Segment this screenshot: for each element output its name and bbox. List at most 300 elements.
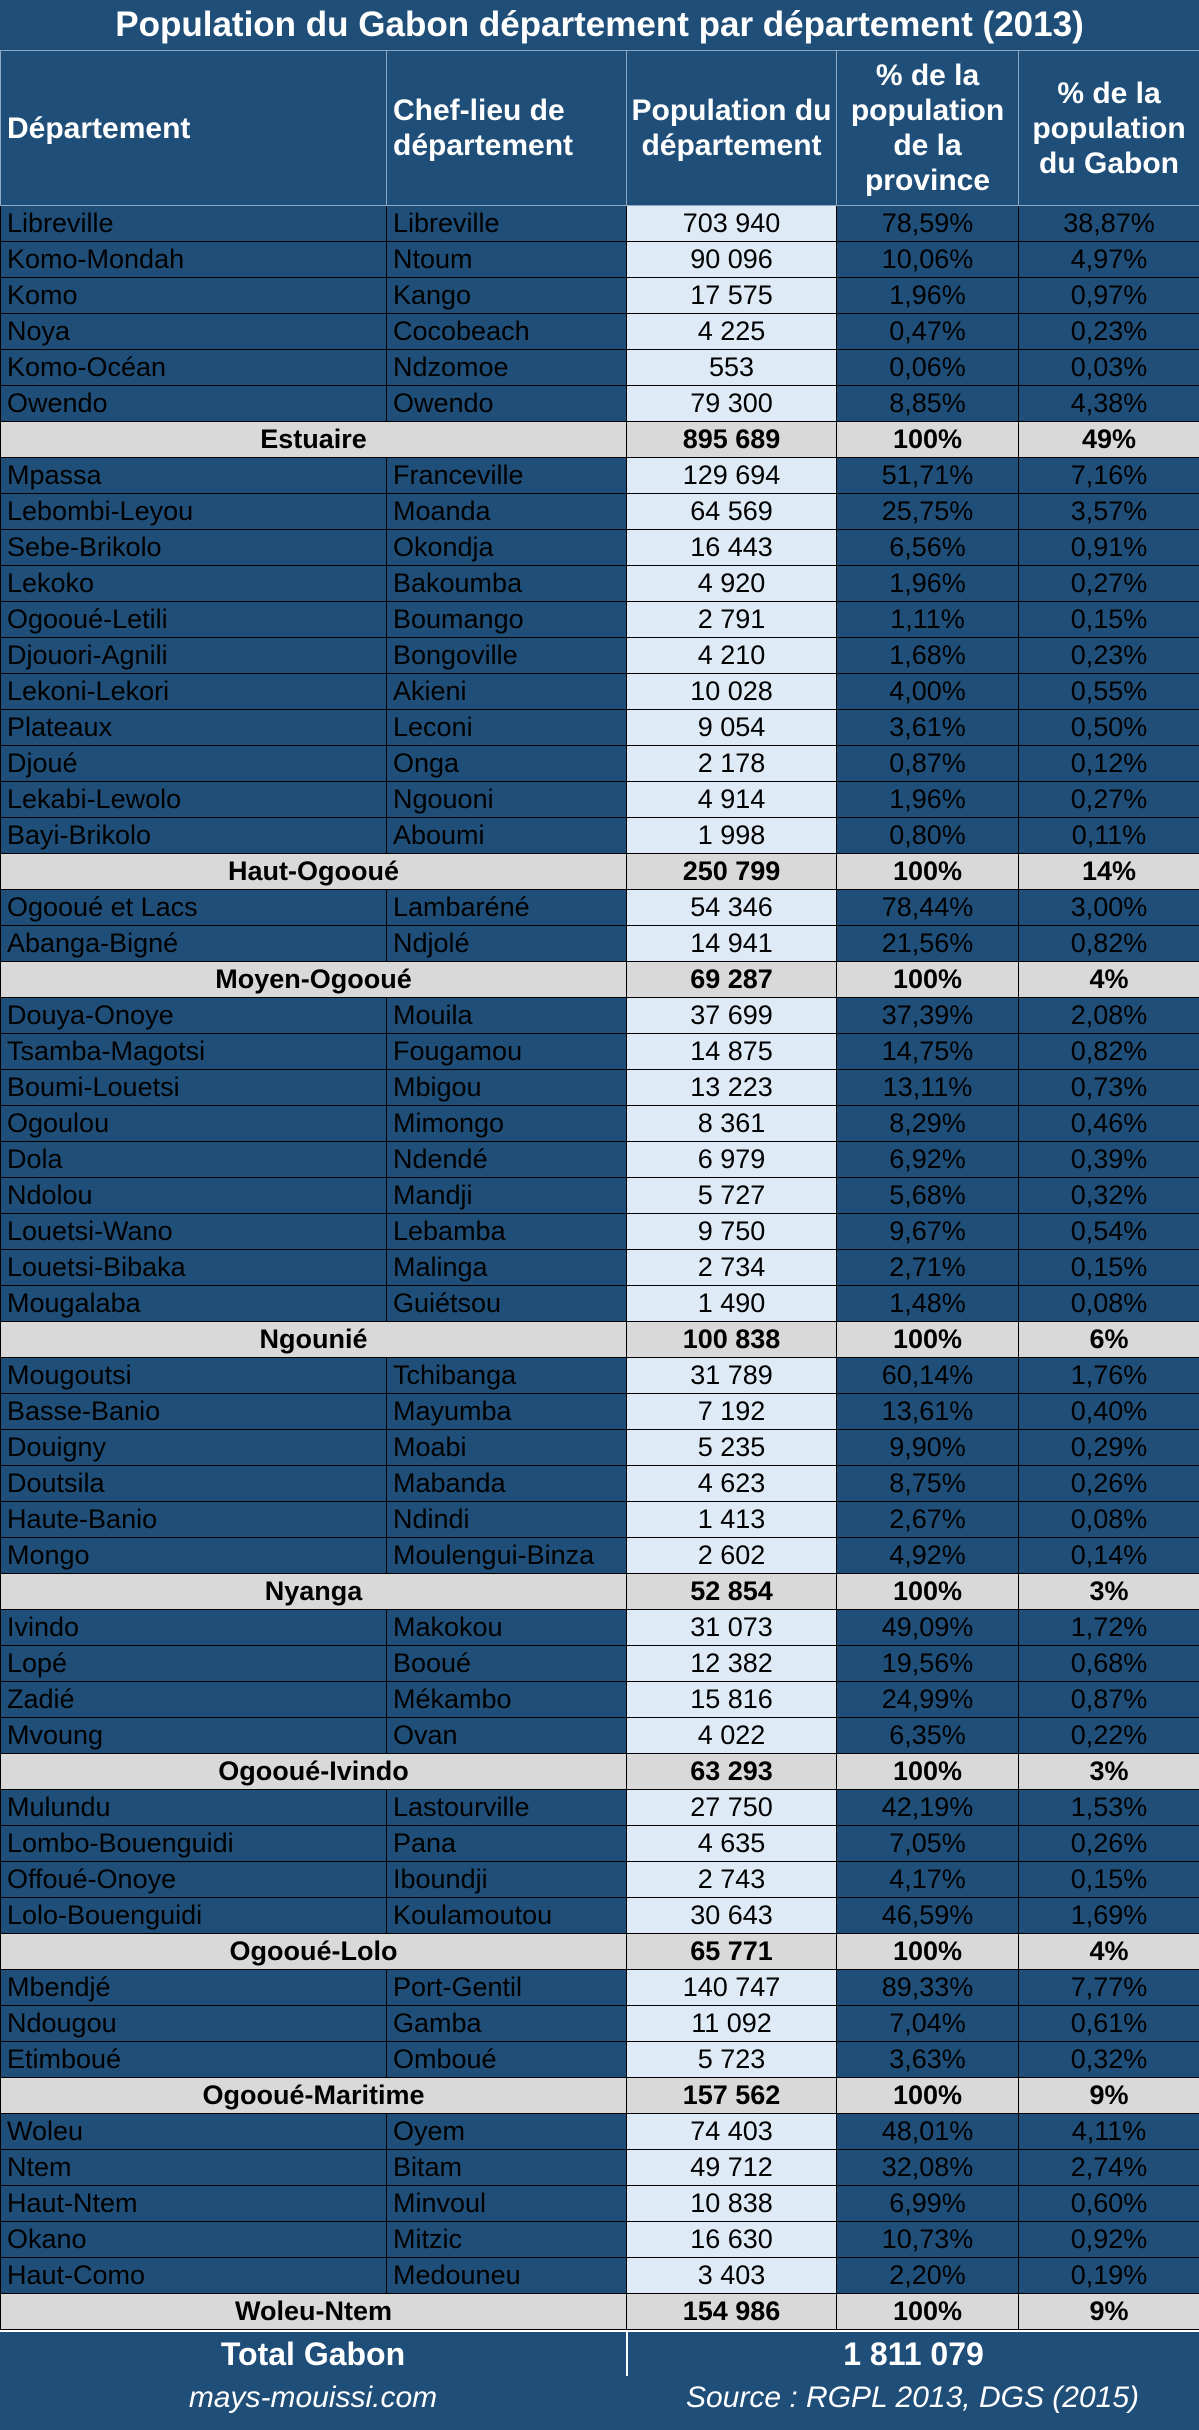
pct-gabon-cell: 0,32% [1019,2042,1199,2078]
departement-cell: Zadié [1,1682,387,1718]
pct-gabon-cell: 0,26% [1019,1466,1199,1502]
pct-province-cell: 46,59% [837,1898,1019,1934]
population-cell: 37 699 [627,998,837,1034]
population-cell: 4 623 [627,1466,837,1502]
province-name-cell: Estuaire [1,422,627,458]
chef-lieu-cell: Mimongo [387,1106,627,1142]
pct-gabon-cell: 1,72% [1019,1610,1199,1646]
pct-gabon-cell: 7,16% [1019,458,1199,494]
province-name-cell: Ogooué-Ivindo [1,1754,627,1790]
pct-province-cell: 25,75% [837,494,1019,530]
pct-province-cell: 9,67% [837,1214,1019,1250]
population-cell: 5 235 [627,1430,837,1466]
chef-lieu-cell: Lambaréné [387,890,627,926]
pct-province-cell: 51,71% [837,458,1019,494]
footer [0,2376,1199,2420]
departement-cell: Ogoulou [1,1106,387,1142]
pct-gabon-cell: 0,92% [1019,2222,1199,2258]
population-cell: 3 403 [627,2258,837,2294]
population-cell: 74 403 [627,2114,837,2150]
pct-gabon-cell: 0,87% [1019,1682,1199,1718]
chef-lieu-cell: Makokou [387,1610,627,1646]
table-row [1,1358,1199,1394]
population-cell: 79 300 [627,386,837,422]
pct-gabon-cell: 0,50% [1019,710,1199,746]
departement-cell: Ogooué-Letili [1,602,387,638]
pct-province-cell: 4,92% [837,1538,1019,1574]
departement-cell: Haut-Ntem [1,2186,387,2222]
province-pct-province-cell: 100% [837,2078,1019,2114]
pct-gabon-cell: 4,11% [1019,2114,1199,2150]
population-cell: 7 192 [627,1394,837,1430]
departement-cell: Lekoni-Lekori [1,674,387,710]
population-cell: 14 941 [627,926,837,962]
population-cell: 2 734 [627,1250,837,1286]
chef-lieu-cell: Mitzic [387,2222,627,2258]
departement-cell: Ndougou [1,2006,387,2042]
population-cell: 5 723 [627,2042,837,2078]
pct-gabon-cell: 38,87% [1019,206,1199,242]
pct-province-cell: 8,85% [837,386,1019,422]
departement-cell: Ivindo [1,1610,387,1646]
population-cell: 2 791 [627,602,837,638]
total-row [0,2330,1199,2376]
population-cell: 553 [627,350,837,386]
table-row [1,710,1199,746]
total-label: Total Gabon [0,2332,628,2376]
pct-province-cell: 6,56% [837,530,1019,566]
pct-province-cell: 6,35% [837,1718,1019,1754]
chef-lieu-cell: Ndjolé [387,926,627,962]
province-population-cell: 69 287 [627,962,837,998]
population-cell: 1 413 [627,1502,837,1538]
pct-province-cell: 7,04% [837,2006,1019,2042]
chef-lieu-cell: Ovan [387,1718,627,1754]
departement-cell: Haute-Banio [1,1502,387,1538]
population-cell: 2 178 [627,746,837,782]
pct-gabon-cell: 1,69% [1019,1898,1199,1934]
chef-lieu-cell: Ntoum [387,242,627,278]
departement-cell: Lebombi-Leyou [1,494,387,530]
pct-gabon-cell: 0,22% [1019,1718,1199,1754]
pct-province-cell: 60,14% [837,1358,1019,1394]
table-row [1,1250,1199,1286]
province-name-cell: Ogooué-Lolo [1,1934,627,1970]
province-subtotal-row [1,422,1199,458]
province-pct-gabon-cell: 6% [1019,1322,1199,1358]
pct-gabon-cell: 0,03% [1019,350,1199,386]
province-subtotal-row [1,1754,1199,1790]
pct-gabon-cell: 0,27% [1019,782,1199,818]
province-population-cell: 157 562 [627,2078,837,2114]
chef-lieu-cell: Ndindi [387,1502,627,1538]
chef-lieu-cell: Moanda [387,494,627,530]
pct-province-cell: 89,33% [837,1970,1019,2006]
pct-gabon-cell: 0,23% [1019,314,1199,350]
chef-lieu-cell: Franceville [387,458,627,494]
chef-lieu-cell: Malinga [387,1250,627,1286]
departement-cell: Mbendjé [1,1970,387,2006]
table-row [1,674,1199,710]
province-name-cell: Moyen-Ogooué [1,962,627,998]
population-cell: 8 361 [627,1106,837,1142]
province-population-cell: 63 293 [627,1754,837,1790]
header-chef-lieu: Chef-lieu de département [387,51,627,206]
population-cell: 16 443 [627,530,837,566]
province-subtotal-row [1,1934,1199,1970]
chef-lieu-cell: Owendo [387,386,627,422]
pct-gabon-cell: 0,73% [1019,1070,1199,1106]
departement-cell: Douigny [1,1430,387,1466]
pct-province-cell: 10,06% [837,242,1019,278]
pct-province-cell: 78,59% [837,206,1019,242]
population-cell: 31 789 [627,1358,837,1394]
pct-province-cell: 1,96% [837,566,1019,602]
table-row [1,1034,1199,1070]
pct-gabon-cell: 2,74% [1019,2150,1199,2186]
pct-gabon-cell: 0,19% [1019,2258,1199,2294]
chef-lieu-cell: Moulengui-Binza [387,1538,627,1574]
footer-source: Source : RGPL 2013, DGS (2015) [685,2381,1140,2414]
departement-cell: Mulundu [1,1790,387,1826]
chef-lieu-cell: Mayumba [387,1394,627,1430]
province-pct-province-cell: 100% [837,2294,1019,2330]
departement-cell: Lekoko [1,566,387,602]
table-row [1,1394,1199,1430]
pct-gabon-cell: 0,11% [1019,818,1199,854]
pct-province-cell: 4,00% [837,674,1019,710]
chef-lieu-cell: Boumango [387,602,627,638]
pct-gabon-cell: 4,97% [1019,242,1199,278]
table-row [1,2042,1199,2078]
province-population-cell: 250 799 [627,854,837,890]
table-row [1,2222,1199,2258]
pct-province-cell: 4,17% [837,1862,1019,1898]
population-cell: 4 920 [627,566,837,602]
population-cell: 4 635 [627,1826,837,1862]
province-pct-province-cell: 100% [837,854,1019,890]
table-row [1,782,1199,818]
population-cell: 4 914 [627,782,837,818]
province-subtotal-row [1,1322,1199,1358]
chef-lieu-cell: Akieni [387,674,627,710]
departement-cell: Dola [1,1142,387,1178]
province-pct-gabon-cell: 14% [1019,854,1199,890]
province-subtotal-row [1,1574,1199,1610]
population-cell: 4 225 [627,314,837,350]
pct-province-cell: 2,71% [837,1250,1019,1286]
pct-gabon-cell: 0,12% [1019,746,1199,782]
departement-cell: Mougalaba [1,1286,387,1322]
pct-gabon-cell: 1,76% [1019,1358,1199,1394]
departement-cell: Douya-Onoye [1,998,387,1034]
table-row [1,242,1199,278]
population-cell: 17 575 [627,278,837,314]
chef-lieu-cell: Mouila [387,998,627,1034]
province-name-cell: Nyanga [1,1574,627,1610]
pct-gabon-cell: 0,91% [1019,530,1199,566]
pct-gabon-cell: 0,14% [1019,1538,1199,1574]
chef-lieu-cell: Bitam [387,2150,627,2186]
departement-cell: Doutsila [1,1466,387,1502]
pct-gabon-cell: 4,38% [1019,386,1199,422]
departement-cell: Haut-Como [1,2258,387,2294]
departement-cell: Mvoung [1,1718,387,1754]
population-cell: 10 838 [627,2186,837,2222]
pct-province-cell: 1,96% [837,782,1019,818]
pct-province-cell: 7,05% [837,1826,1019,1862]
pct-province-cell: 3,61% [837,710,1019,746]
departement-cell: Sebe-Brikolo [1,530,387,566]
departement-cell: Louetsi-Bibaka [1,1250,387,1286]
pct-gabon-cell: 0,15% [1019,602,1199,638]
province-pct-gabon-cell: 9% [1019,2078,1199,2114]
province-pct-province-cell: 100% [837,962,1019,998]
pct-province-cell: 42,19% [837,1790,1019,1826]
population-cell: 1 998 [627,818,837,854]
pct-gabon-cell: 0,97% [1019,278,1199,314]
header-pct-province: % de la population de la province [837,51,1019,206]
table-row [1,1106,1199,1142]
province-pct-gabon-cell: 3% [1019,1754,1199,1790]
chef-lieu-cell: Booué [387,1646,627,1682]
population-cell: 9 054 [627,710,837,746]
pct-gabon-cell: 0,29% [1019,1430,1199,1466]
header-departement: Département [1,51,387,206]
province-pct-gabon-cell: 4% [1019,1934,1199,1970]
departement-cell: Boumi-Louetsi [1,1070,387,1106]
chef-lieu-cell: Lebamba [387,1214,627,1250]
pct-province-cell: 2,67% [837,1502,1019,1538]
pct-gabon-cell: 0,68% [1019,1646,1199,1682]
chef-lieu-cell: Cocobeach [387,314,627,350]
table-row [1,1466,1199,1502]
pct-province-cell: 0,47% [837,314,1019,350]
chef-lieu-cell: Gamba [387,2006,627,2042]
pct-gabon-cell: 0,26% [1019,1826,1199,1862]
chef-lieu-cell: Ndendé [387,1142,627,1178]
chef-lieu-cell: Bakoumba [387,566,627,602]
table-row [1,278,1199,314]
departement-cell: Ntem [1,2150,387,2186]
departement-cell: Komo-Océan [1,350,387,386]
pct-province-cell: 8,29% [837,1106,1019,1142]
population-cell: 6 979 [627,1142,837,1178]
province-pct-gabon-cell: 49% [1019,422,1199,458]
population-cell: 129 694 [627,458,837,494]
departement-cell: Mongo [1,1538,387,1574]
chef-lieu-cell: Omboué [387,2042,627,2078]
pct-province-cell: 13,61% [837,1394,1019,1430]
pct-province-cell: 3,63% [837,2042,1019,2078]
pct-province-cell: 48,01% [837,2114,1019,2150]
province-pct-gabon-cell: 4% [1019,962,1199,998]
pct-province-cell: 14,75% [837,1034,1019,1070]
total-value: 1 811 079 [843,2336,984,2372]
header-row [1,51,1199,206]
chef-lieu-cell: Port-Gentil [387,1970,627,2006]
pct-gabon-cell: 0,08% [1019,1286,1199,1322]
population-cell: 703 940 [627,206,837,242]
province-name-cell: Ogooué-Maritime [1,2078,627,2114]
pct-gabon-cell: 0,08% [1019,1502,1199,1538]
table-row [1,206,1199,242]
population-cell: 30 643 [627,1898,837,1934]
pct-gabon-cell: 0,82% [1019,926,1199,962]
chef-lieu-cell: Aboumi [387,818,627,854]
province-name-cell: Woleu-Ntem [1,2294,627,2330]
pct-province-cell: 10,73% [837,2222,1019,2258]
population-cell: 4 022 [627,1718,837,1754]
pct-gabon-cell: 3,00% [1019,890,1199,926]
population-cell: 16 630 [627,2222,837,2258]
pct-gabon-cell: 0,55% [1019,674,1199,710]
pct-gabon-cell: 0,60% [1019,2186,1199,2222]
chef-lieu-cell: Ndzomoe [387,350,627,386]
departement-cell: Mougoutsi [1,1358,387,1394]
departement-cell: Komo-Mondah [1,242,387,278]
table-row [1,1862,1199,1898]
chef-lieu-cell: Iboundji [387,1862,627,1898]
table-row [1,386,1199,422]
pct-province-cell: 2,20% [837,2258,1019,2294]
table-row [1,1610,1199,1646]
pct-gabon-cell: 0,61% [1019,2006,1199,2042]
pct-province-cell: 5,68% [837,1178,1019,1214]
population-cell: 54 346 [627,890,837,926]
province-pct-gabon-cell: 9% [1019,2294,1199,2330]
departement-cell: Lombo-Bouenguidi [1,1826,387,1862]
chef-lieu-cell: Medouneu [387,2258,627,2294]
table-row [1,1898,1199,1934]
pct-province-cell: 1,68% [837,638,1019,674]
province-pct-province-cell: 100% [837,1322,1019,1358]
province-subtotal-row [1,2294,1199,2330]
chef-lieu-cell: Mékambo [387,1682,627,1718]
province-pct-province-cell: 100% [837,1754,1019,1790]
departement-cell: Basse-Banio [1,1394,387,1430]
pct-province-cell: 13,11% [837,1070,1019,1106]
pct-gabon-cell: 0,27% [1019,566,1199,602]
table-row [1,926,1199,962]
table-row [1,746,1199,782]
departement-cell: Libreville [1,206,387,242]
chef-lieu-cell: Minvoul [387,2186,627,2222]
population-cell: 14 875 [627,1034,837,1070]
population-cell: 5 727 [627,1178,837,1214]
header-pct-gabon: % de la population du Gabon [1019,51,1199,206]
pct-gabon-cell: 7,77% [1019,1970,1199,2006]
departement-cell: Etimboué [1,2042,387,2078]
pct-gabon-cell: 0,54% [1019,1214,1199,1250]
departement-cell: Noya [1,314,387,350]
pct-gabon-cell: 0,82% [1019,1034,1199,1070]
table-row [1,1682,1199,1718]
pct-province-cell: 1,96% [837,278,1019,314]
population-cell: 10 028 [627,674,837,710]
table-row [1,458,1199,494]
pct-province-cell: 9,90% [837,1430,1019,1466]
chef-lieu-cell: Ngouoni [387,782,627,818]
chef-lieu-cell: Mbigou [387,1070,627,1106]
province-population-cell: 100 838 [627,1322,837,1358]
departement-cell: Abanga-Bigné [1,926,387,962]
population-cell: 90 096 [627,242,837,278]
table-row [1,2186,1199,2222]
pct-province-cell: 8,75% [837,1466,1019,1502]
pct-province-cell: 1,48% [837,1286,1019,1322]
population-cell: 2 743 [627,1862,837,1898]
pct-gabon-cell: 0,32% [1019,1178,1199,1214]
table-row [1,1070,1199,1106]
table-row [1,890,1199,926]
table-row [1,602,1199,638]
province-population-cell: 895 689 [627,422,837,458]
table-row [1,1286,1199,1322]
departement-cell: Tsamba-Magotsi [1,1034,387,1070]
table-row [1,1178,1199,1214]
departement-cell: Djouori-Agnili [1,638,387,674]
table-row [1,1970,1199,2006]
table-row [1,1430,1199,1466]
pct-province-cell: 6,99% [837,2186,1019,2222]
pct-gabon-cell: 0,46% [1019,1106,1199,1142]
departement-cell: Lopé [1,1646,387,1682]
chef-lieu-cell: Oyem [387,2114,627,2150]
population-cell: 15 816 [627,1682,837,1718]
chef-lieu-cell: Koulamoutou [387,1898,627,1934]
chef-lieu-cell: Mabanda [387,1466,627,1502]
table-row [1,1142,1199,1178]
chef-lieu-cell: Bongoville [387,638,627,674]
departement-cell: Lolo-Bouenguidi [1,1898,387,1934]
population-cell: 49 712 [627,2150,837,2186]
departement-cell: Lekabi-Lewolo [1,782,387,818]
chef-lieu-cell: Libreville [387,206,627,242]
pct-province-cell: 0,80% [837,818,1019,854]
chef-lieu-cell: Moabi [387,1430,627,1466]
table-row [1,314,1199,350]
province-subtotal-row [1,2078,1199,2114]
departement-cell: Ogooué et Lacs [1,890,387,926]
pct-gabon-cell: 0,15% [1019,1250,1199,1286]
table-row [1,2150,1199,2186]
pct-gabon-cell: 3,57% [1019,494,1199,530]
pct-province-cell: 24,99% [837,1682,1019,1718]
province-subtotal-row [1,854,1199,890]
pct-province-cell: 32,08% [837,2150,1019,2186]
departement-cell: Woleu [1,2114,387,2150]
departement-cell: Owendo [1,386,387,422]
departement-cell: Louetsi-Wano [1,1214,387,1250]
departement-cell: Offoué-Onoye [1,1862,387,1898]
province-pct-province-cell: 100% [837,422,1019,458]
pct-gabon-cell: 0,15% [1019,1862,1199,1898]
table-row [1,1502,1199,1538]
pct-province-cell: 0,87% [837,746,1019,782]
chef-lieu-cell: Pana [387,1826,627,1862]
province-subtotal-row [1,962,1199,998]
population-cell: 140 747 [627,1970,837,2006]
table-row [1,566,1199,602]
population-cell: 64 569 [627,494,837,530]
table-row [1,1826,1199,1862]
population-cell: 1 490 [627,1286,837,1322]
chef-lieu-cell: Okondja [387,530,627,566]
province-name-cell: Ngounié [1,1322,627,1358]
table-row [1,638,1199,674]
chef-lieu-cell: Guiétsou [387,1286,627,1322]
